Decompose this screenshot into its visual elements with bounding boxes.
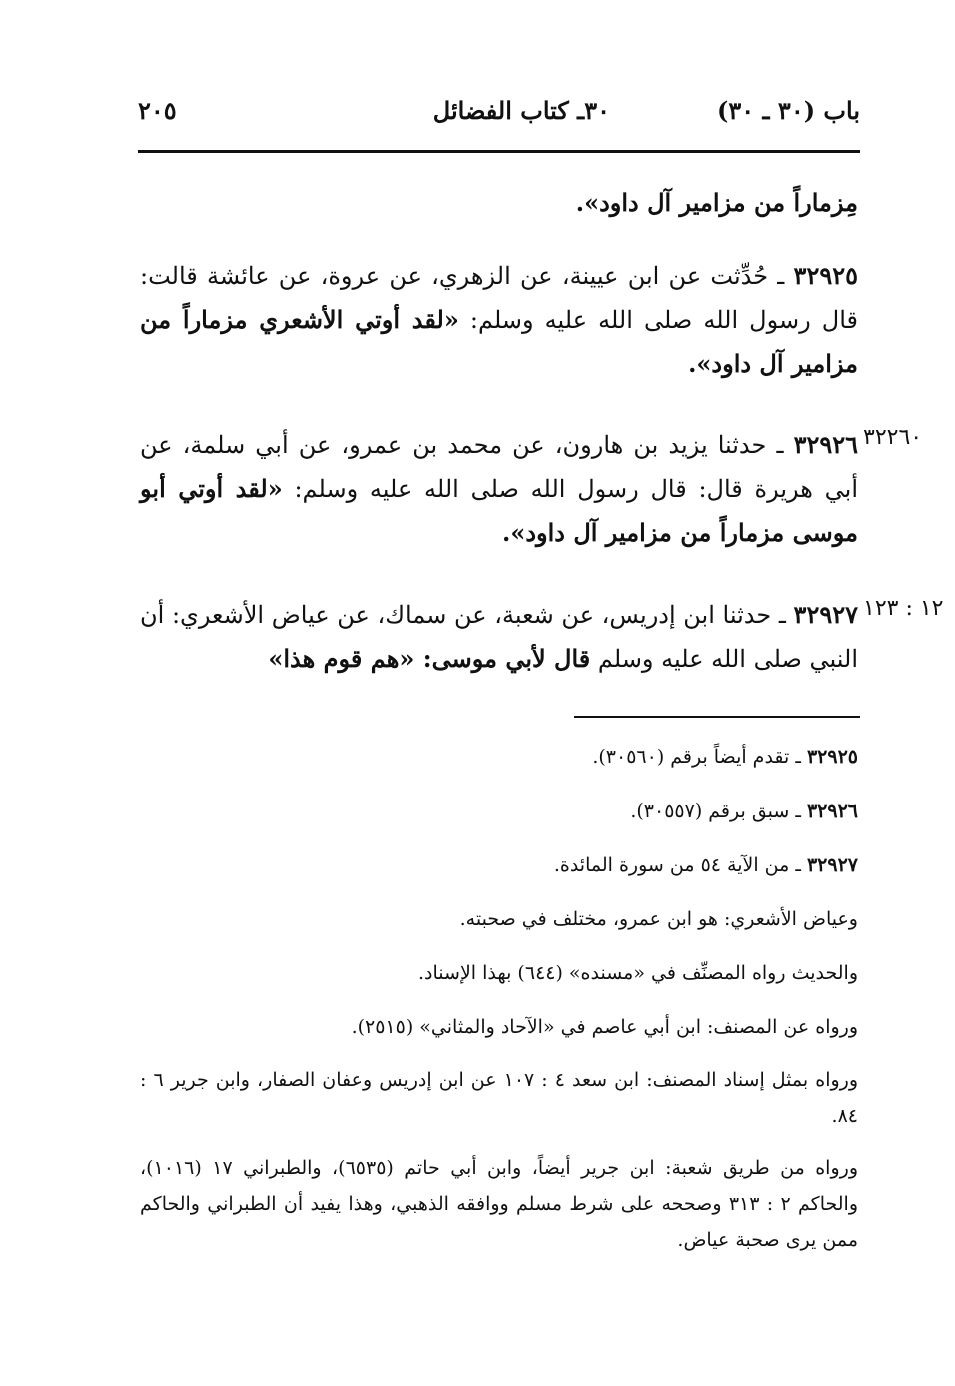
footnote: ورواه عن المصنف: ابن أبي عاصم في «الآحاد والمثاني» (٢٥١٥). [351, 1016, 858, 1038]
book-title: ٣٠ـ كتاب الفضائل [432, 96, 610, 125]
footnote-number: ٣٢٩٢٦ [806, 800, 858, 822]
hadith-32927 [140, 593, 858, 681]
footnotes [140, 738, 858, 1274]
hadith-quote: «لقد أوتي أبو موسى مزماراً من مزامير آل داود». [140, 474, 858, 547]
margin-reference: ٣٢٢٦٠ [863, 425, 923, 450]
chapter-heading: باب (٣٠ ـ ٣٠) [717, 96, 860, 125]
hadith-quote: «لقد أوتي الأشعري مزماراً من مزامير آل داود». [140, 305, 858, 378]
hadith-number: ٣٢٩٢٥ [793, 261, 858, 290]
footnote-divider [574, 716, 860, 718]
footnote-text: ـ سبق برقم (٣٠٥٥٧). [630, 800, 807, 822]
continuation-text [140, 181, 858, 225]
hadith-number: ٣٢٩٢٧ [793, 600, 858, 629]
hadith-bold-text: قال لأبي موسى: [414, 644, 591, 673]
hadith-32926 [140, 423, 858, 555]
footnote [140, 738, 858, 776]
footnote-text: ـ تقدم أيضاً برقم (٣٠٥٦٠). [592, 746, 807, 768]
hadith-paragraph [140, 593, 858, 681]
margin-reference: ١٢ : ١٢٣ [863, 596, 944, 621]
header-divider [138, 150, 860, 153]
hadith-paragraph [140, 254, 858, 386]
footnote [140, 792, 858, 830]
page-header [138, 96, 860, 140]
footnote-text: ـ من الآية ٥٤ من سورة المائدة. [553, 854, 807, 876]
hadith-text: ـ حدثنا ابن إدريس، عن شعبة، عن سماك، عن عياض الأشعري: أن النبي صلى الله عليه وسلم [140, 601, 858, 673]
footnote: ورواه من طريق شعبة: ابن جرير أيضاً، وابن أبي حاتم (٦٥٣٥)، والطبراني ١٧ (١٠١٦)، والحاكم ٢ : ٣١٣ وصححه على شرط مسلم ووافقه الذهبي، وهذا يفيد أن الطبراني والحاكم ممن يرى صحبة عياض. [140, 1157, 859, 1251]
footnote-number: ٣٢٩٢٧ [806, 854, 858, 876]
footnote-number: ٣٢٩٢٥ [806, 746, 858, 768]
hadith-text: ـ حدثنا يزيد بن هارون، عن محمد بن عمرو، عن أبي سلمة، عن أبي هريرة قال: قال رسول الله صلى الله عليه وسلم: [140, 431, 859, 503]
footnote: وعياض الأشعري: هو ابن عمرو، مختلف في صحبته. [459, 908, 858, 930]
hadith-number: ٣٢٩٢٦ [793, 430, 859, 459]
continuation-line: مِزماراً من مزامير آل داود». [575, 188, 858, 217]
hadith-paragraph [140, 423, 858, 555]
page-number: ٢٠٥ [138, 96, 177, 125]
footnote: ورواه بمثل إسناد المصنف: ابن سعد ٤ : ١٠٧ عن ابن إدريس وعفان الصفار، وابن جرير ٦ : ٨٤. [140, 1069, 858, 1127]
hadith-32925 [140, 254, 858, 386]
hadith-quote: «هم قوم هذا» [268, 644, 415, 673]
hadith-text: ـ حُدِّثت عن ابن عيينة، عن الزهري، عن عروة، عن عائشة قالت: قال رسول الله صلى الله عليه وسلم: [140, 262, 858, 334]
footnote [140, 846, 858, 884]
footnote: والحديث رواه المصنِّف في «مسنده» (٦٤٤) بهذا الإسناد. [418, 962, 858, 984]
